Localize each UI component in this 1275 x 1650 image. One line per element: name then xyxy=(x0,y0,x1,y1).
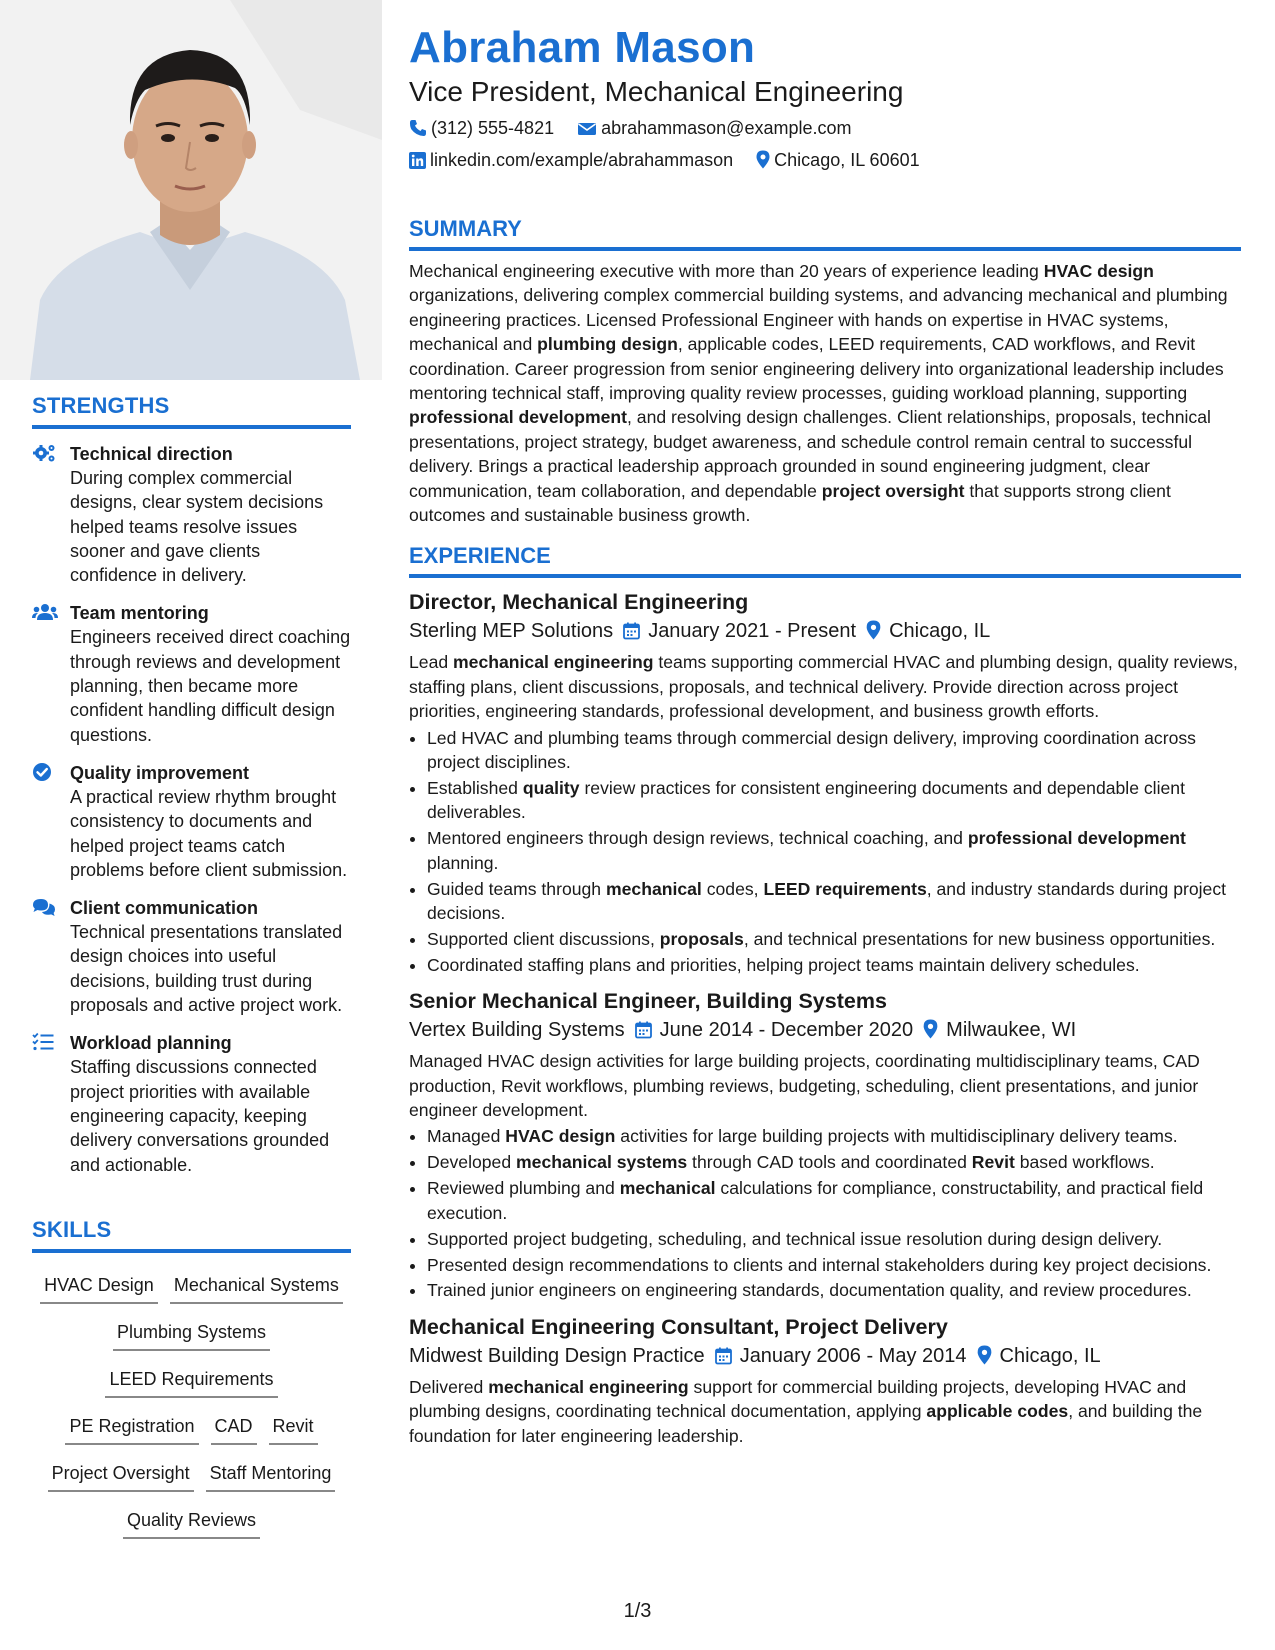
strength-item xyxy=(32,442,351,587)
strength-title: Client communication xyxy=(70,898,259,919)
skill-tag: HVAC Design xyxy=(40,1273,158,1304)
job-bullet xyxy=(427,1227,1241,1251)
chat-bubbles-icon xyxy=(32,897,56,919)
job-bullet-part: Guided teams through xyxy=(427,878,606,899)
strength-description: During complex commercial designs, clear system decisions helped teams resolve issues sooner and gave clients confidence in delivery. xyxy=(70,468,324,586)
jobs-list xyxy=(409,588,1241,1448)
summary-text xyxy=(409,259,1241,527)
location-contact xyxy=(756,150,919,170)
job-description-part: , and building the foundation for later engineering leadership. xyxy=(409,1401,1203,1446)
strengths-section xyxy=(32,393,351,1177)
map-pin-icon xyxy=(977,1345,992,1365)
strength-title: Team mentoring xyxy=(70,603,209,624)
summary-heading: SUMMARY xyxy=(409,216,1241,251)
job-title: Senior Mechanical Engineer, Building Systems xyxy=(409,989,887,1014)
gears-icon xyxy=(32,443,56,465)
main-content xyxy=(409,22,1241,1448)
job-location: Chicago, IL xyxy=(999,1344,1101,1367)
job-bullet-part: Led HVAC and plumbing teams through commercial design delivery, improving coordination across project disciplines. xyxy=(427,727,1196,773)
job-bullet-part: professional development xyxy=(967,828,1186,849)
experience-section xyxy=(409,543,1241,1448)
job-bullet xyxy=(427,726,1241,775)
skill-tag: Plumbing Systems xyxy=(113,1320,270,1351)
job-description xyxy=(409,1375,1241,1448)
job-bullet-part: quality xyxy=(522,778,580,798)
job-bullet-part: Revit xyxy=(971,1152,1015,1173)
job-meta xyxy=(409,616,1241,646)
skill-tag: Quality Reviews xyxy=(123,1508,260,1539)
skill-tag: Staff Mentoring xyxy=(206,1461,336,1492)
candidate-name: Abraham Mason xyxy=(409,23,756,72)
phone-text: (312) 555-4821 xyxy=(431,118,555,138)
job-bullet-part: Trained junior engineers on engineering standards, documentation quality, and review procedures. xyxy=(427,1280,1192,1301)
calendar-icon xyxy=(635,1021,652,1039)
job-bullet-part: activities for large building projects with multidisciplinary delivery teams. xyxy=(615,1126,1178,1147)
strength-title: Technical direction xyxy=(70,444,233,464)
list-check-icon xyxy=(32,1032,56,1054)
linkedin-icon xyxy=(409,152,426,169)
summary-text-part: organizations, delivering complex commercial building systems, and advancing mechanical and plumbing engineering practices. Licensed Professional Engineer with hands on expertise in HVAC systems, mechanical and xyxy=(409,285,1228,355)
email-text: abrahammason@example.com xyxy=(601,118,852,138)
strength-description: Technical presentations translated design choices into useful decisions, building trust during proposals and active project work. xyxy=(70,922,343,1016)
skill-tag: Revit xyxy=(269,1414,318,1445)
strength-item xyxy=(32,761,351,882)
skills-list xyxy=(32,1263,351,1545)
phone-icon xyxy=(409,119,427,137)
job-bullet-part: HVAC design xyxy=(505,1126,616,1147)
map-pin-icon xyxy=(923,1019,938,1039)
job-bullet xyxy=(427,1124,1241,1148)
email-contact[interactable] xyxy=(577,118,851,138)
summary-text-part: , and resolving design challenges. Client relationships, proposals, technical presentations, project strategy, budget awareness, and schedule control remain central to successful delivery. Brings a practical leadership approach grounded in sound engineering judgment, clear communication, team collaboration, and dependable xyxy=(409,407,1211,501)
summary-text-part: , applicable codes, LEED requirements, CAD workflows, and Revit coordination. Career progression from senior engineering delivery into organizational leadership includes mentoring technical staff, improving quality review processes, guiding workload planning, supporting xyxy=(409,334,1224,404)
job-bullet-part: calculations for compliance, constructability, and practical field execution. xyxy=(427,1178,1204,1223)
summary-highlight: project oversight xyxy=(821,480,965,501)
strength-title: Quality improvement xyxy=(70,762,250,783)
job-description-part: mechanical engineering xyxy=(488,1376,689,1397)
skill-tag: Mechanical Systems xyxy=(170,1273,343,1304)
job-title: Mechanical Engineering Consultant, Project Delivery xyxy=(409,1314,948,1339)
job-bullet xyxy=(427,877,1241,926)
job-bullet-part: Presented design recommendations to clients and internal stakeholders during key project decisions. xyxy=(427,1254,1212,1275)
strength-description: Engineers received direct coaching through reviews and development planning, then became more confident handling difficult design questions. xyxy=(70,627,351,745)
experience-heading: EXPERIENCE xyxy=(409,543,1241,578)
job-bullet-part: , and technical presentations for new business opportunities. xyxy=(743,928,1216,949)
job-entry xyxy=(409,1313,1241,1448)
job-bullet xyxy=(427,1150,1241,1174)
strength-item xyxy=(32,1031,351,1176)
job-bullet xyxy=(427,1278,1241,1302)
job-bullet xyxy=(427,953,1241,977)
summary-highlight: HVAC design xyxy=(1043,261,1154,281)
summary-highlight: plumbing design xyxy=(537,334,678,355)
job-description-part: applicable codes xyxy=(926,1401,1069,1422)
linkedin-contact[interactable] xyxy=(409,150,738,170)
job-bullet-part: planning. xyxy=(427,852,499,873)
job-bullet-part: through CAD tools and coordinated xyxy=(687,1152,972,1173)
job-bullet-part: based workflows. xyxy=(1014,1152,1155,1173)
job-bullet-part: codes, xyxy=(701,878,764,899)
map-pin-icon xyxy=(866,620,881,640)
job-bullet-part: Coordinated staffing plans and priorities, helping project teams maintain delivery schedules. xyxy=(427,954,1140,975)
company-name: Midwest Building Design Practice xyxy=(409,1344,705,1367)
job-bullet-part: mechanical xyxy=(619,1178,716,1199)
location-text: Chicago, IL 60601 xyxy=(774,150,920,170)
job-bullets xyxy=(409,726,1241,978)
check-circle-icon xyxy=(32,762,56,784)
job-bullet-part: Developed xyxy=(427,1152,517,1173)
summary-section xyxy=(409,216,1241,527)
summary-highlight: professional development xyxy=(409,407,628,428)
skill-tag: Project Oversight xyxy=(48,1461,194,1492)
phone-contact[interactable] xyxy=(409,118,559,138)
job-bullet-part: proposals xyxy=(659,928,744,949)
strength-item xyxy=(32,601,351,746)
strengths-heading: STRENGTHS xyxy=(32,393,351,429)
job-bullet-part: LEED requirements xyxy=(763,878,927,899)
sidebar xyxy=(0,0,382,1650)
job-description-part: Delivered xyxy=(409,1376,489,1397)
job-bullet xyxy=(427,776,1241,825)
skill-tag: PE Registration xyxy=(65,1414,198,1445)
job-bullets xyxy=(409,1124,1241,1302)
map-pin-icon xyxy=(756,150,770,169)
job-bullet-part: Managed xyxy=(427,1126,506,1147)
job-bullet-part: Established xyxy=(427,778,523,798)
company-name: Sterling MEP Solutions xyxy=(409,620,614,643)
job-bullet-part: mechanical xyxy=(605,878,702,899)
contact-info xyxy=(409,112,1241,176)
job-description-part: mechanical engineering xyxy=(453,652,654,673)
skills-section xyxy=(32,1217,351,1545)
strength-item xyxy=(32,896,351,1017)
summary-text-part: that supports strong client outcomes and sustainable business growth. xyxy=(409,480,1171,526)
job-bullet xyxy=(427,826,1241,875)
job-description xyxy=(409,650,1241,723)
job-dates: June 2014 - December 2020 xyxy=(659,1019,914,1042)
email-icon xyxy=(577,121,597,137)
job-bullet-part: Mentored engineers through design reviews, technical coaching, and xyxy=(427,828,968,849)
job-dates: January 2006 - May 2014 xyxy=(739,1344,967,1367)
job-meta xyxy=(409,1341,1241,1371)
calendar-icon xyxy=(715,1347,732,1365)
job-location: Milwaukee, WI xyxy=(946,1019,1077,1042)
job-description-part: Lead xyxy=(409,652,454,673)
calendar-icon xyxy=(623,622,640,640)
job-bullet-part: , and industry standards during project decisions. xyxy=(427,878,1226,924)
candidate-role: Vice President, Mechanical Engineering xyxy=(409,76,904,107)
strength-title: Workload planning xyxy=(70,1033,232,1054)
job-description-part: Managed HVAC design activities for large building projects, coordinating multidisciplinary teams, CAD production, Revit workflows, plumbing reviews, budgeting, scheduling, client presentations, and junior engineer development. xyxy=(409,1051,1200,1121)
job-bullet-part: review practices for consistent engineering documents and dependable client deliverables. xyxy=(427,778,1185,823)
job-entry xyxy=(409,987,1241,1303)
job-bullet-part: Reviewed plumbing and xyxy=(427,1178,620,1199)
page-indicator: 1/3 xyxy=(623,1600,652,1622)
skills-heading: SKILLS xyxy=(32,1217,351,1253)
job-description xyxy=(409,1049,1241,1122)
job-meta xyxy=(409,1015,1241,1045)
job-bullet-part: mechanical systems xyxy=(516,1152,688,1173)
profile-photo xyxy=(0,0,382,380)
job-bullet xyxy=(427,1253,1241,1277)
job-entry xyxy=(409,588,1241,977)
linkedin-text: linkedin.com/example/abrahammason xyxy=(430,150,734,170)
users-icon xyxy=(32,602,56,624)
job-description-part: support for commercial building projects, developing HVAC and plumbing designs, coordinating technical documentation, applying xyxy=(409,1376,1187,1422)
job-bullet xyxy=(427,927,1241,951)
job-location: Chicago, IL xyxy=(889,620,991,643)
strength-description: A practical review rhythm brought consistency to documents and helped project teams catch problems before client submission. xyxy=(70,786,348,880)
job-dates: January 2021 - Present xyxy=(648,620,857,643)
job-bullet-part: Supported client discussions, xyxy=(427,928,660,949)
company-name: Vertex Building Systems xyxy=(409,1019,625,1042)
job-description-part: teams supporting commercial HVAC and plumbing design, quality reviews, staffing plans, client discussions, proposals, and technical delivery. Provide direction across project priorities, engineering standards, professional development, and business growth efforts. xyxy=(409,652,1238,722)
strength-description: Staffing discussions connected project priorities with available engineering capacity, keeping delivery conversations grounded and actionable. xyxy=(70,1057,330,1175)
job-bullet-part: Supported project budgeting, scheduling, and technical issue resolution during design delivery. xyxy=(427,1228,1163,1249)
job-bullet xyxy=(427,1176,1241,1225)
job-title: Director, Mechanical Engineering xyxy=(409,590,749,615)
skill-tag: CAD xyxy=(211,1414,257,1445)
summary-text-part: Mechanical engineering executive with more than 20 years of experience leading xyxy=(409,261,1044,281)
skill-tag: LEED Requirements xyxy=(105,1367,277,1398)
